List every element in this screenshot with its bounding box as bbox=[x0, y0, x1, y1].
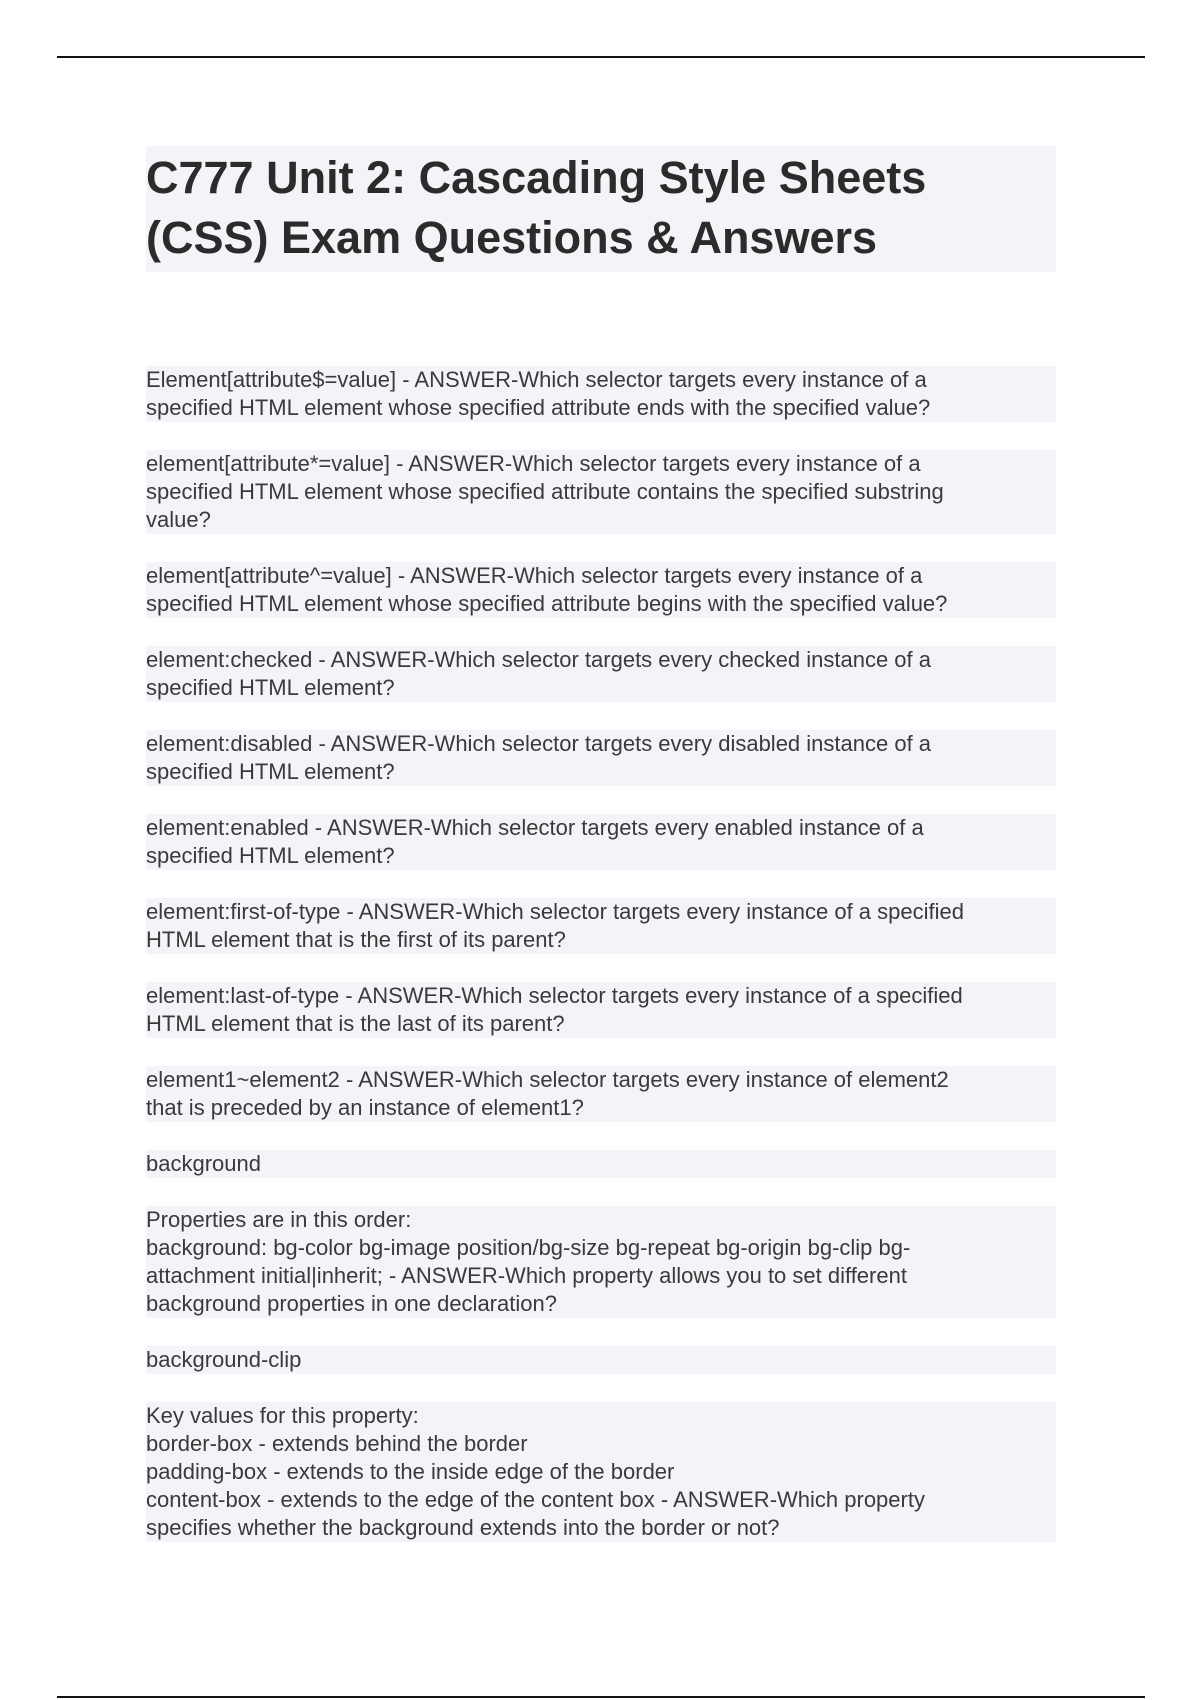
qa-line: background-clip bbox=[146, 1347, 302, 1372]
page-title bbox=[146, 146, 1056, 272]
qa-list bbox=[146, 366, 1056, 1542]
qa-item bbox=[146, 1066, 1056, 1122]
qa-line: specified HTML element whose specified attribute ends with the specified value? bbox=[146, 395, 931, 420]
title-line-2: (CSS) Exam Questions & Answers bbox=[146, 212, 878, 263]
qa-item bbox=[146, 1402, 1056, 1542]
qa-line: background: bg-color bg-image position/bg-size bg-repeat bg-origin bg-clip bg- bbox=[146, 1235, 911, 1260]
qa-line: border-box - extends behind the border bbox=[146, 1431, 528, 1456]
qa-line: specified HTML element whose specified attribute contains the specified substring bbox=[146, 479, 944, 504]
qa-line: background properties in one declaration? bbox=[146, 1291, 557, 1316]
qa-line: content-box - extends to the edge of the content box - ANSWER-Which property bbox=[146, 1487, 925, 1512]
qa-item bbox=[146, 730, 1056, 786]
qa-item bbox=[146, 646, 1056, 702]
qa-item bbox=[146, 898, 1056, 954]
top-rule bbox=[57, 56, 1145, 58]
qa-item bbox=[146, 1150, 1056, 1178]
qa-line: element:checked - ANSWER-Which selector targets every checked instance of a bbox=[146, 647, 932, 672]
qa-item bbox=[146, 982, 1056, 1038]
qa-line: element:first-of-type - ANSWER-Which selector targets every instance of a specified bbox=[146, 899, 964, 924]
qa-item bbox=[146, 562, 1056, 618]
qa-line: Element[attribute$=value] - ANSWER-Which selector targets every instance of a bbox=[146, 367, 927, 392]
qa-line: element[attribute*=value] - ANSWER-Which selector targets every instance of a bbox=[146, 451, 921, 476]
qa-line: element:enabled - ANSWER-Which selector targets every enabled instance of a bbox=[146, 815, 924, 840]
qa-line: Properties are in this order: bbox=[146, 1207, 412, 1232]
qa-item bbox=[146, 1206, 1056, 1318]
qa-line: specified HTML element? bbox=[146, 843, 395, 868]
qa-line: element1~element2 - ANSWER-Which selector targets every instance of element2 bbox=[146, 1067, 949, 1092]
qa-line: specifies whether the background extends into the border or not? bbox=[146, 1515, 780, 1540]
title-line-1: C777 Unit 2: Cascading Style Sheets bbox=[146, 152, 927, 203]
qa-line: element[attribute^=value] - ANSWER-Which selector targets every instance of a bbox=[146, 563, 923, 588]
document-body bbox=[146, 146, 1056, 1570]
qa-line: HTML element that is the first of its parent? bbox=[146, 927, 566, 952]
qa-item bbox=[146, 814, 1056, 870]
qa-line: attachment initial|inherit; - ANSWER-Which property allows you to set different bbox=[146, 1263, 907, 1288]
bottom-rule bbox=[57, 1696, 1145, 1698]
qa-line: Key values for this property: bbox=[146, 1403, 419, 1428]
qa-line: padding-box - extends to the inside edge of the border bbox=[146, 1459, 675, 1484]
qa-line: specified HTML element? bbox=[146, 675, 395, 700]
qa-line: that is preceded by an instance of element1? bbox=[146, 1095, 584, 1120]
qa-line: value? bbox=[146, 507, 211, 532]
qa-line: element:last-of-type - ANSWER-Which selector targets every instance of a specified bbox=[146, 983, 963, 1008]
qa-line: specified HTML element? bbox=[146, 759, 395, 784]
qa-line: element:disabled - ANSWER-Which selector targets every disabled instance of a bbox=[146, 731, 932, 756]
qa-line: specified HTML element whose specified attribute begins with the specified value? bbox=[146, 591, 948, 616]
qa-line: HTML element that is the last of its parent? bbox=[146, 1011, 565, 1036]
qa-item bbox=[146, 1346, 1056, 1374]
qa-item bbox=[146, 450, 1056, 534]
qa-line: background bbox=[146, 1151, 261, 1176]
qa-item bbox=[146, 366, 1056, 422]
